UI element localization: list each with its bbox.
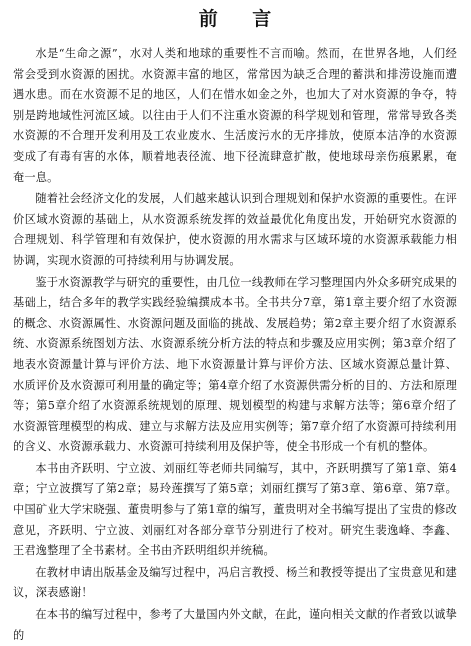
paragraph-1: 水是“生命之源”，水对人类和地球的重要性不言而喻。然而，在世界各地，人们经常会受到水资源的困扰。水资源丰富的地区，常常因为缺乏合理的蓄洪和排涝设施而遭遇水患。而在水资源不足的地区，人们在惜水如金之外，也加大了对水资源的争夺，特别是跨地域性河流区域。以往由于人们不注重水资源的科学规划和管理，常常导致各类水资源的不合理开发利用及工农业废水、生活废污水的无序排放，使原本洁净的水资源变成了有毒有害的水体，顺着地表径流、地下径流肆意扩散，使地球母亲伤痕累累，奄奄一息。 [13,47,457,184]
paragraph-4: 本书由齐跃明、宁立波、刘丽红等老师共同编写，其中，齐跃明撰写了第1章、第4章；宁立波撰写了第2章；易玲莲撰写了第5章；刘丽红撰写了第3章、第6章、第7章。中国矿业大学宋晓强、董贵明参与了第1章的编写，董贵明对全书编写提出了宝贵的修改意见，齐跃明、宁立波、刘丽红对各部分章节分别进行了校对。研究生裴逸峰、李鑫、王君逸整理了全书素材。全书由齐跃明组织并统稿。 [13,461,457,558]
paragraph-6: 在本书的编写过程中，参考了大量国内外文献，在此，谨向相关文献的作者致以诚挚的 [13,608,457,642]
paragraph-2: 随着社会经济文化的发展，人们越来越认识到合理规划和保护水资源的重要性。在评价区域水资源的基础上，从水资源系统发挥的效益最优化角度出发，开始研究水资源的合理规划、科学管理和有效保护，使水资源的用水需求与区域环境的水资源承载能力相协调，实现水资源的可持续利用与协调发展。 [13,192,457,267]
page-title: 前 言 [198,8,286,30]
paragraph-5: 在教材申请出版基金及编写过程中，冯启言教授、杨兰和教授等提出了宝贵意见和建议，深表感谢！ [13,565,457,600]
paragraph-3: 鉴于水资源教学与研究的重要性，由几位一线教师在学习整理国内外众多研究成果的基础上，结合多年的教学实践经验编撰成本书。全书共分7章，第1章主要介绍了水资源的概念、水资源属性、水资源问题及面临的挑战、发展趋势；第2章主要介绍了水资源系统、水资源系统图划方法、水资源系统分析方法的特点和步骤及应用实例；第3章介绍了地表水资源量计算与评价方法、地下水资源量计算与评价方法、区域水资源总量计算、水质评价及水资源可利用量的确定等；第4章介绍了水资源供需分析的目的、方法和原理等；第5章介绍了水资源系统规划的原理、规划模型的构建与求解方法等；第6章介绍了水资源管理模型的构成、建立与求解方法及应用实例等；第7章介绍了水资源可持续利用的含义、水资源承载力、水资源可持续利用及保护等，使全书形成一个有机的整体。 [13,275,457,454]
